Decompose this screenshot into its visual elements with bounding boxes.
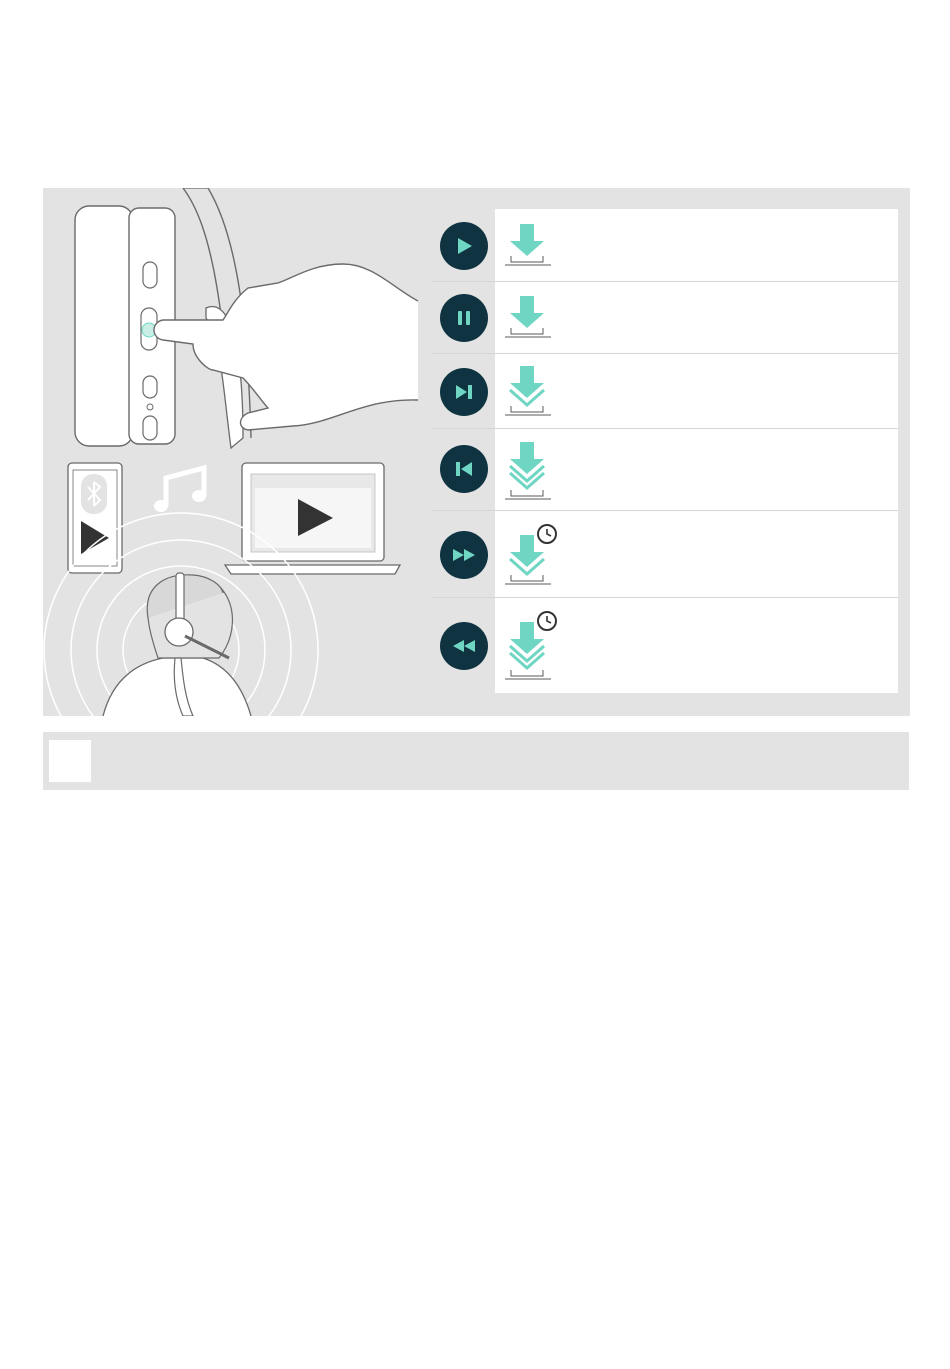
- row-previous-track: [431, 429, 898, 511]
- rewind-icon: [440, 622, 488, 670]
- row-next-track: [431, 354, 898, 429]
- row-rewind: [431, 598, 898, 693]
- headset-illustration: [43, 188, 431, 716]
- previous-track-icon: [440, 445, 488, 493]
- fast-forward-icon: [440, 531, 488, 579]
- double-long-press-icon: [503, 523, 559, 589]
- double-press-icon: [503, 364, 555, 416]
- row-pause: [431, 282, 898, 354]
- single-press-icon: [503, 294, 555, 342]
- triple-long-press-icon: [503, 610, 559, 684]
- row-play: [431, 209, 898, 282]
- single-press-icon: [503, 222, 555, 270]
- note-icon-box: [49, 740, 91, 782]
- pause-button-icon: [440, 294, 488, 342]
- play-button-icon: [440, 222, 488, 270]
- triple-press-icon: [503, 440, 555, 500]
- next-track-icon: [440, 368, 488, 416]
- media-control-panel: [43, 188, 910, 716]
- controls-table: [431, 209, 898, 693]
- note-bar: [43, 732, 909, 790]
- row-fast-forward: [431, 511, 898, 598]
